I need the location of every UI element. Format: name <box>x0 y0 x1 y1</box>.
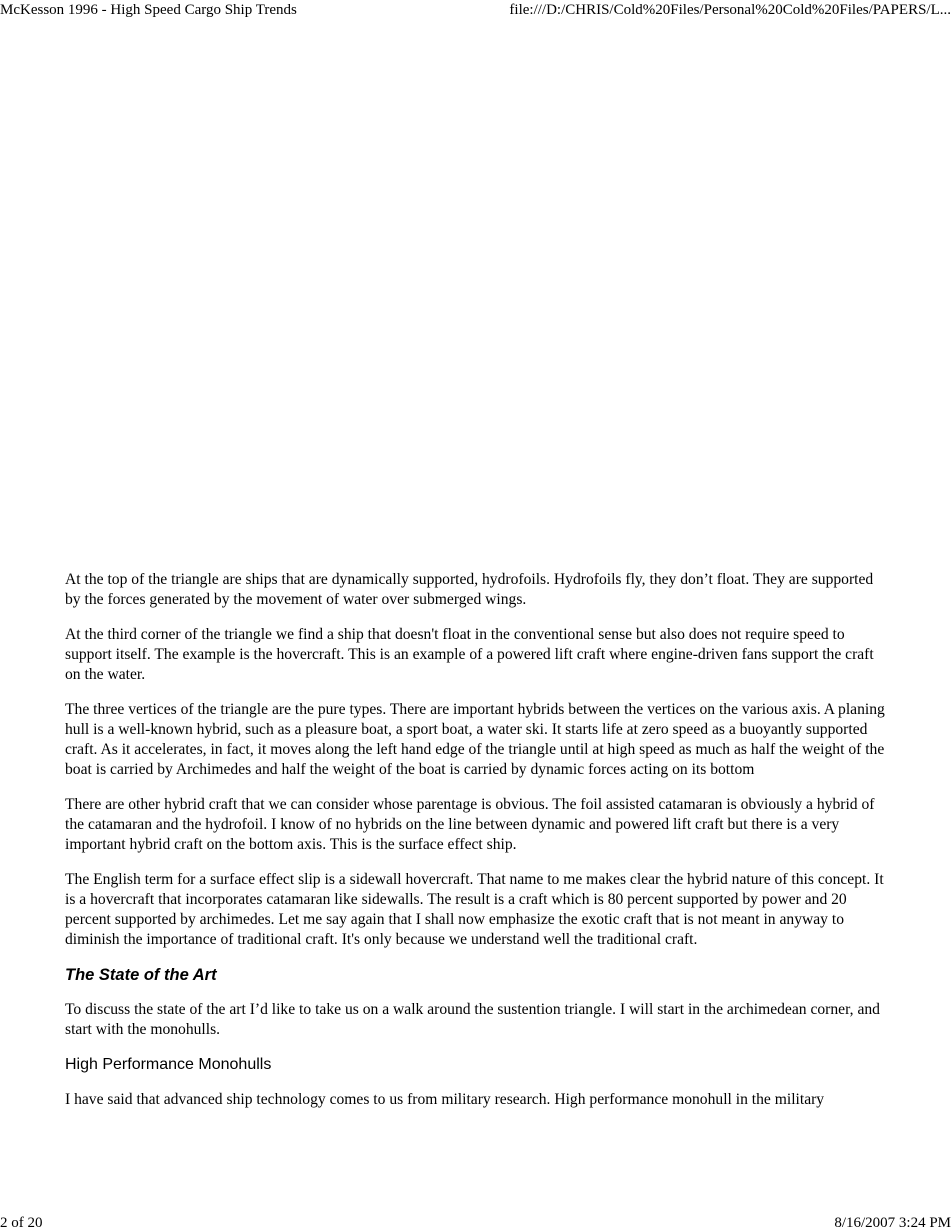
figure-area <box>65 30 887 560</box>
page-header-url: file:///D:/CHRIS/Cold%20Files/Personal%20Cold%20Files/PAPERS/L... <box>509 2 951 18</box>
section-heading-state-of-art: The State of the Art <box>65 966 217 984</box>
paragraph-sustention-walk: To discuss the state of the art I’d like to take us on a walk around the sustention triangle. I will start in the archimedean corner, and start with the monohulls. <box>65 1001 880 1038</box>
page-footer-page-number: 2 of 20 <box>0 1215 43 1231</box>
paragraph-surface-effect: The English term for a surface effect slip is a sidewall hovercraft. That name to me makes clear the hybrid nature of this concept. It is a hovercraft that incorporates catamaran like sidewalls. The result is a craft which is 80 percent supported by power and 20 percent supported by archimedes. Let me say again that I shall now emphasize the exotic craft that is not meant in anyway to diminish the importance of traditional craft. It's only because we understand well the traditional craft. <box>65 871 884 948</box>
paragraph-hovercraft: At the third corner of the triangle we find a ship that doesn't float in the conventional sense but also does not require speed to support itself. The example is the hovercraft. This is an example of a powered lift craft where engine-driven fans support the craft on the water. <box>65 626 874 683</box>
paragraph-other-hybrids: There are other hybrid craft that we can consider whose parentage is obvious. The foil assisted catamaran is obviously a hybrid of the catamaran and the hydrofoil. I know of no hybrids on the line between dynamic and powered lift craft but there is a very important hybrid craft on the bottom axis. This is the surface effect ship. <box>65 796 875 853</box>
document-body <box>65 570 889 1125</box>
paragraph-hybrids: The three vertices of the triangle are the pure types. There are important hybrids between the vertices on the various axis. A planing hull is a well-known hybrid, such as a pleasure boat, a sport boat, a water ski. It starts life at zero speed as a buoyantly supported craft. As it accelerates, in fact, it moves along the left hand edge of the triangle until at high speed as much as half the weight of the boat is carried by Archimedes and half the weight of the boat is carried by dynamic forces acting on its bottom <box>65 701 885 778</box>
subsection-heading-monohulls: High Performance Monohulls <box>65 1056 272 1073</box>
page-header-title: McKesson 1996 - High Speed Cargo Ship Trends <box>0 2 297 18</box>
page-footer-datetime: 8/16/2007 3:24 PM <box>834 1215 951 1231</box>
paragraph-monohulls: I have said that advanced ship technology comes to us from military research. High performance monohull in the military <box>65 1091 825 1108</box>
paragraph-hydrofoils: At the top of the triangle are ships that are dynamically supported, hydrofoils. Hydrofoils fly, they don’t float. They are supported by the forces generated by the movement of water over submerged wings. <box>65 571 874 608</box>
